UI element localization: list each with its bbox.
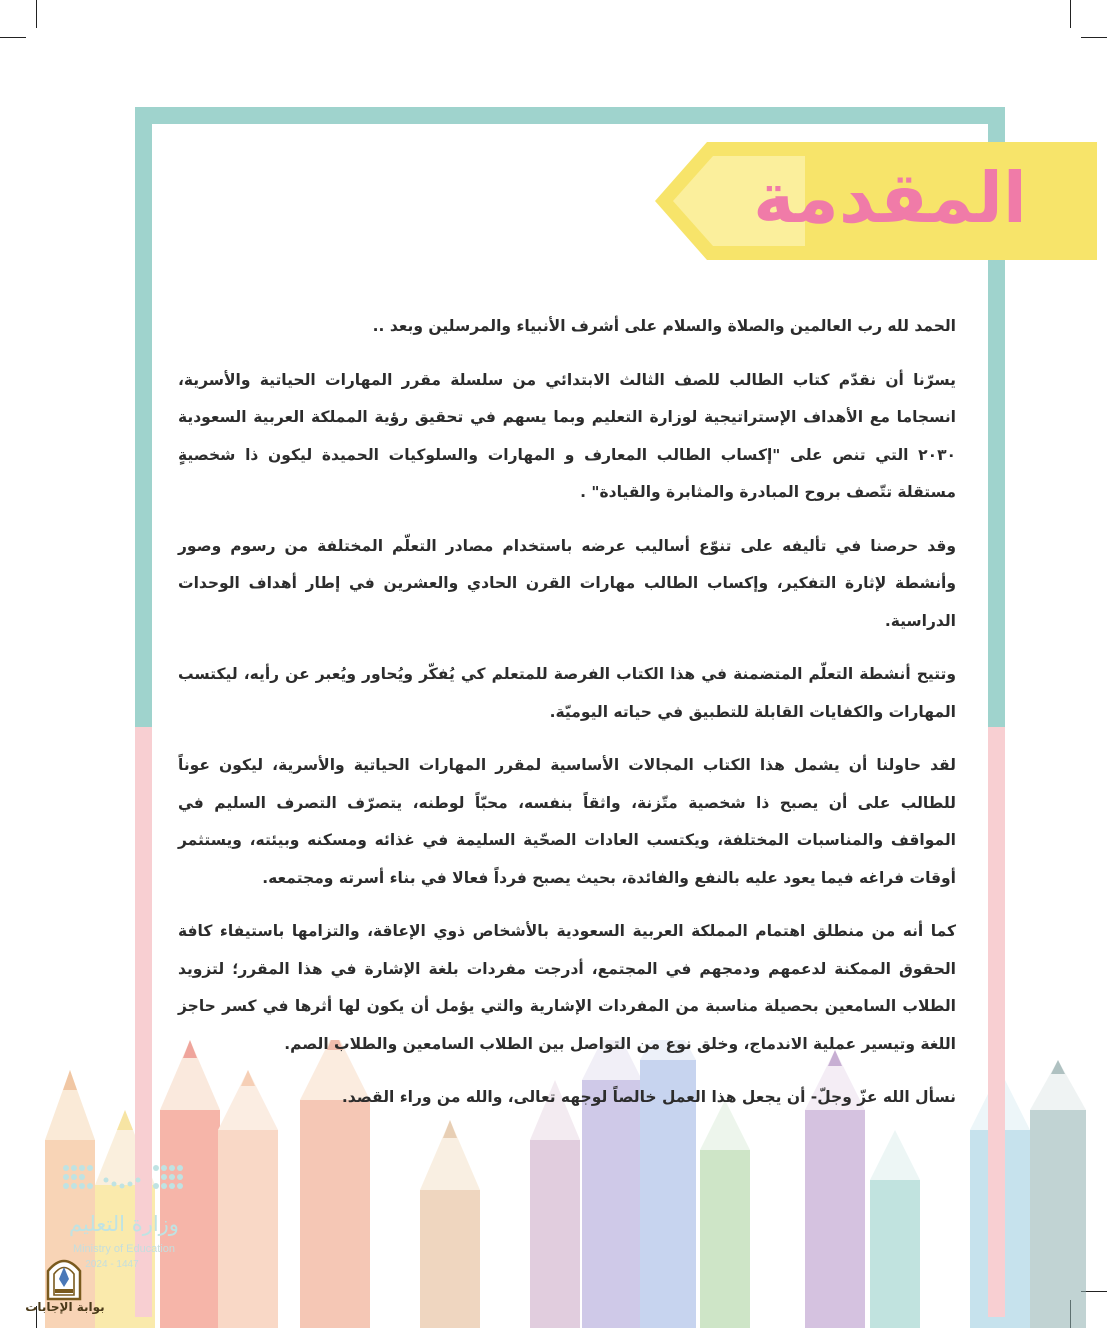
paragraph: لقد حاولنا أن يشمل هذا الكتاب المجالات الأساسية لمقرر المهارات الحياتية والأسرية، ليكون عوناً للطالب على أن يصبح ذا شخصية متّزنة، واثقاً بنفسه، محبّاً لوطنه، يتصرّف التصرف السليم في المواقف والمناسبات المختلفة، ويكتسب العادات الصحّية السليمة في غذائه ومسكنه وبيئته، ويستثمر أوقات فراغه فيما يعود عليه بالنفع والفائدة، بحيث يصبح فرداً فعالا في بناء أسرته ومجتمعه. — [178, 756, 956, 887]
paragraph: الحمد لله رب العالمين والصلاة والسلام على أشرف الأنبياء والمرسلين وبعد .. — [372, 317, 956, 335]
ministry-name-arabic: وزارة التعليم — [69, 1212, 179, 1236]
pencil-teal — [870, 1130, 920, 1328]
introduction-text — [178, 308, 956, 1133]
paragraph: يسرّنا أن نقدّم كتاب الطالب للصف الثالث الابتدائي من سلسلة مقرر المهارات الحياتية والأسرية، انسجاما مع الأهداف الإستراتيجية لوزارة التعليم وبما يسهم في تحقيق رؤية المملكة العربية السعودية ٢٠٣٠ التي تنص على "إكساب الطالب المعارف و المهارات والسلوكيات الحميدة ليكون ذا شخصيةٍ مستقلة تتّصف بروح المبادرة والمثابرة والقيادة" . — [178, 370, 956, 501]
paragraph: وقد حرصنا في تأليفه على تنوّع أساليب عرضه باستخدام مصادر التعلّم المختلفة من رسوم وصور وأنشطة لإثارة التفكير، وإكساب الطالب مهارات القرن الحادي والعشرين في إطار أهداف الوحدات الدراسية. — [178, 536, 956, 630]
portal-label: بوابة الإجابات — [25, 1300, 105, 1314]
paragraph: وتتيح أنشطة التعلّم المتضمنة في هذا الكتاب الفرصة للمتعلم كي يُفكّر ويُحاور ويُعبر عن رأيه، ليكتسب المهارات والكفايات القابلة للتطبيق في حياته اليوميّة. — [178, 665, 956, 721]
pencil-slate — [1030, 1060, 1086, 1328]
crop-mark-top-right-horizontal — [1081, 37, 1107, 38]
ministry-name-english: Ministry of Education — [72, 1243, 176, 1255]
crop-mark-top-right-vertical — [1070, 0, 1071, 28]
paragraph: نسأل الله عزّ وجلّ- أن يجعل هذا العمل خالصاً لوجهه تعالى، والله من وراء القصد. — [341, 1088, 956, 1106]
ministry-logo-icon — [58, 1160, 190, 1206]
crop-mark-top-left-vertical — [36, 0, 37, 28]
page-frame-top — [135, 107, 1005, 124]
page-title: المقدمة — [753, 157, 1027, 239]
page-frame-right-pink — [988, 727, 1005, 1317]
paragraph: كما أنه من منطلق اهتمام المملكة العربية السعودية بالأشخاص ذوي الإعاقة، والتزامها باستيفاء كافة الحقوق الممكنة لدعمهم ودمجهم في المجتمع، أدرجت مفردات بلغة الإشارة في هذا المقرر؛ لتزويد الطلاب السامعين بحصيلة مناسبة من المفردات الإشارية والتي يؤمل أن يكون لها أثرها في كسر حاجز اللغة وتيسير عملية الاندماج، وخلق نوع من التواصل بين الطلاب السامعين والطلاب الصم. — [178, 922, 956, 1053]
ministry-year: 2024 - 1447 — [85, 1259, 139, 1270]
pencil-green — [700, 1100, 750, 1328]
pencil-tan — [420, 1120, 480, 1328]
portal-logo-icon — [42, 1255, 86, 1301]
page-frame-left — [135, 107, 152, 727]
crop-mark-top-left-horizontal — [0, 37, 26, 38]
